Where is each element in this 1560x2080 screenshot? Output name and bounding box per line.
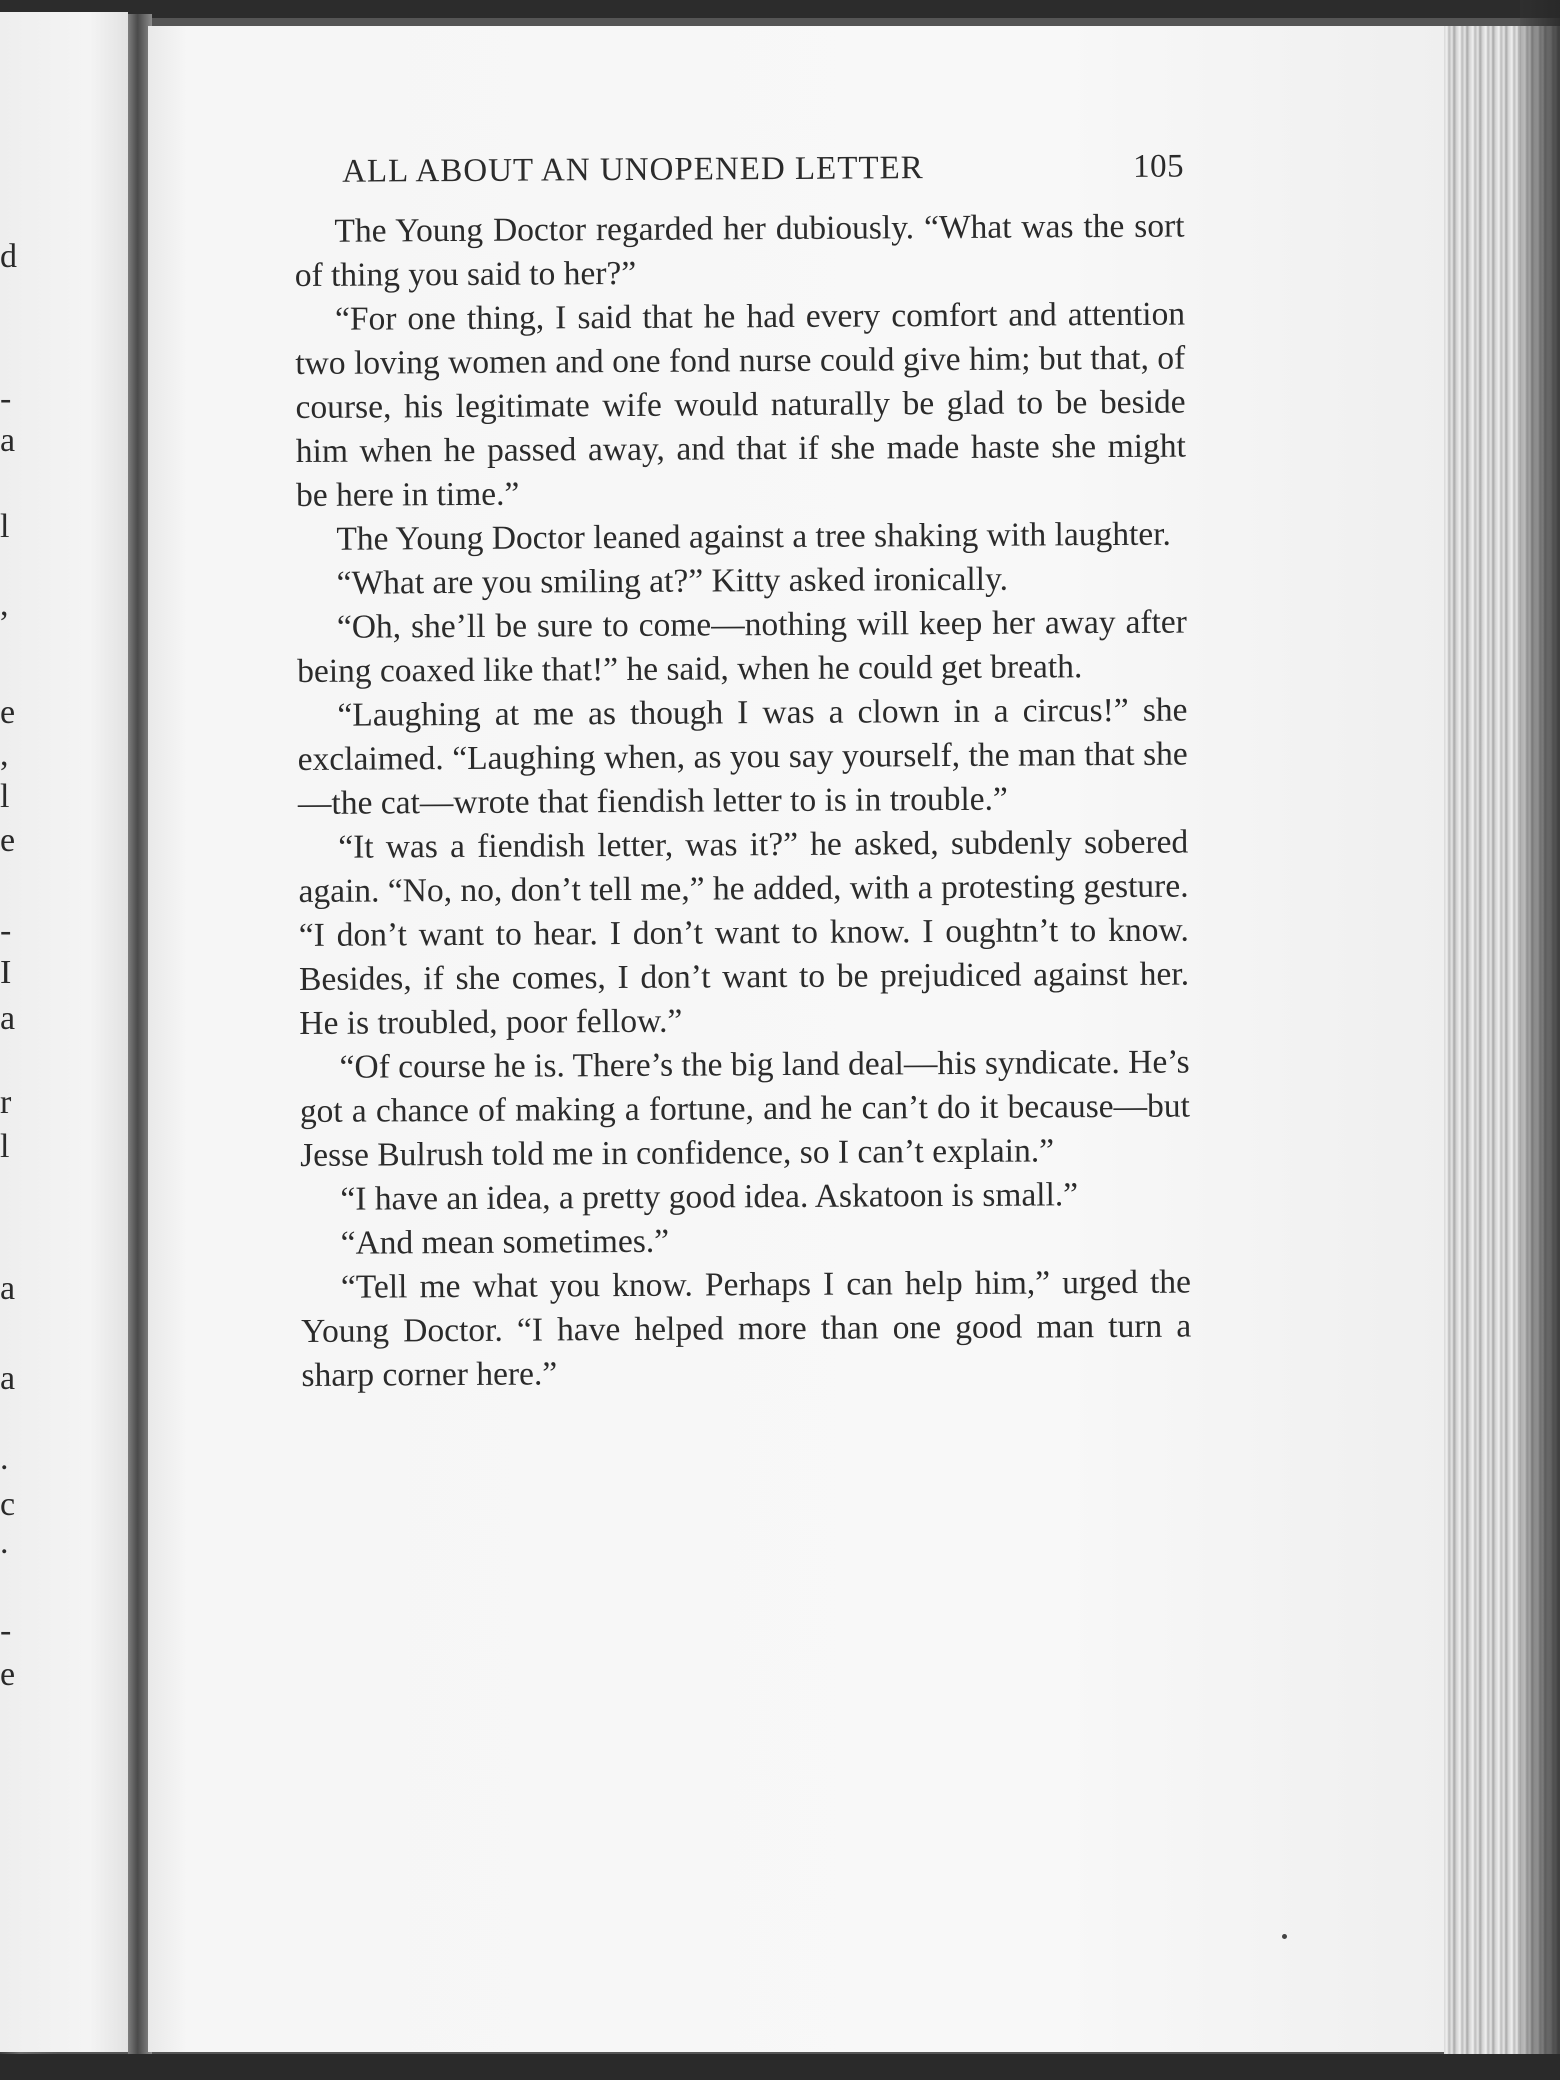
left-page-fragment: d bbox=[0, 238, 17, 275]
left-page-fragment: , bbox=[0, 736, 9, 773]
left-page-fragment: a bbox=[0, 422, 16, 459]
left-page-fragment: . bbox=[0, 1524, 9, 1561]
paragraph: “Of course he is. There’s the big land deal—his syndicate. He’s got a chance of making a fortune, and he can’t do it because—but Jesse Bulrush told me in confidence, so I can’t explain.” bbox=[299, 1043, 1190, 1174]
left-page-fragment: , bbox=[0, 586, 9, 623]
paragraph: “Oh, she’ll be sure to come—nothing will keep her away after being coaxed like that!” he said, when he could get breath. bbox=[297, 603, 1188, 690]
left-page-fragment: e bbox=[0, 1656, 16, 1693]
scanner-top-edge bbox=[0, 0, 1560, 18]
left-page-fragment: I bbox=[0, 954, 12, 991]
paragraph: “I have an idea, a pretty good idea. Askatoon is small.” bbox=[340, 1176, 1079, 1218]
ink-speck bbox=[1282, 1934, 1287, 1939]
page-text-block bbox=[294, 145, 1192, 1398]
running-head bbox=[342, 145, 1184, 194]
page-number: 105 bbox=[1133, 148, 1185, 185]
paragraph: “For one thing, I said that he had every comfort and attention two loving women and one fond nurse could give him; but that, of course, his legitimate wife would naturally be glad to be beside him when he passed away, and that if she made haste she might be here in time.” bbox=[295, 295, 1186, 514]
paragraph: “It was a fiendish letter, was it?” he asked, subdenly sobered again. “No, no, don’t tell me,” he added, with a protesting gesture. “I don’t want to hear. I don’t want to know. I oughtn’t to know. Besides, if she comes, I don’t want to be prejudiced against her. He is troubled, poor fellow.” bbox=[298, 823, 1190, 1042]
left-page-fragment: - bbox=[0, 912, 12, 949]
left-page-fragment: - bbox=[0, 1612, 12, 1649]
paragraph: “What are you smiling at?” Kitty asked ironically. bbox=[336, 560, 1009, 602]
left-page-fragment: c bbox=[0, 1486, 16, 1523]
left-page-fragment: l bbox=[0, 1128, 10, 1165]
fore-edge-shadow bbox=[1520, 0, 1560, 2080]
left-page-fragment: l bbox=[0, 508, 10, 545]
left-page-fragment: - bbox=[0, 380, 12, 417]
left-page-fragment: e bbox=[0, 822, 16, 859]
running-head-title: ALL ABOUT AN UNOPENED LETTER bbox=[342, 150, 924, 190]
scanner-bottom-edge bbox=[0, 2054, 1560, 2080]
left-page-fragment: . bbox=[0, 1440, 9, 1477]
paragraph: “Laughing at me as though I was a clown in a circus!” she exclaimed. “Laughing when, as you say yourself, the man that she—the cat—wrote that fiendish letter to is in trouble.” bbox=[297, 691, 1188, 822]
left-page-fragment: a bbox=[0, 1000, 16, 1037]
left-page-fragment: a bbox=[0, 1270, 16, 1307]
left-facing-page bbox=[0, 12, 128, 2052]
paragraph: “Tell me what you know. Perhaps I can help him,” urged the Young Doctor. “I have helped more than one good man turn a sharp corner here.” bbox=[301, 1263, 1192, 1394]
left-page-fragment: l bbox=[0, 778, 10, 815]
paragraph: The Young Doctor regarded her dubiously. “What was the sort of thing you said to her?” bbox=[294, 207, 1185, 294]
paragraph: The Young Doctor leaned against a tree shaking with laughter. bbox=[336, 515, 1171, 558]
left-page-fragment: a bbox=[0, 1360, 16, 1397]
paragraph: “And mean sometimes.” bbox=[340, 1222, 670, 1262]
left-page-fragment: e bbox=[0, 694, 16, 731]
left-page-fragment: r bbox=[0, 1084, 12, 1121]
